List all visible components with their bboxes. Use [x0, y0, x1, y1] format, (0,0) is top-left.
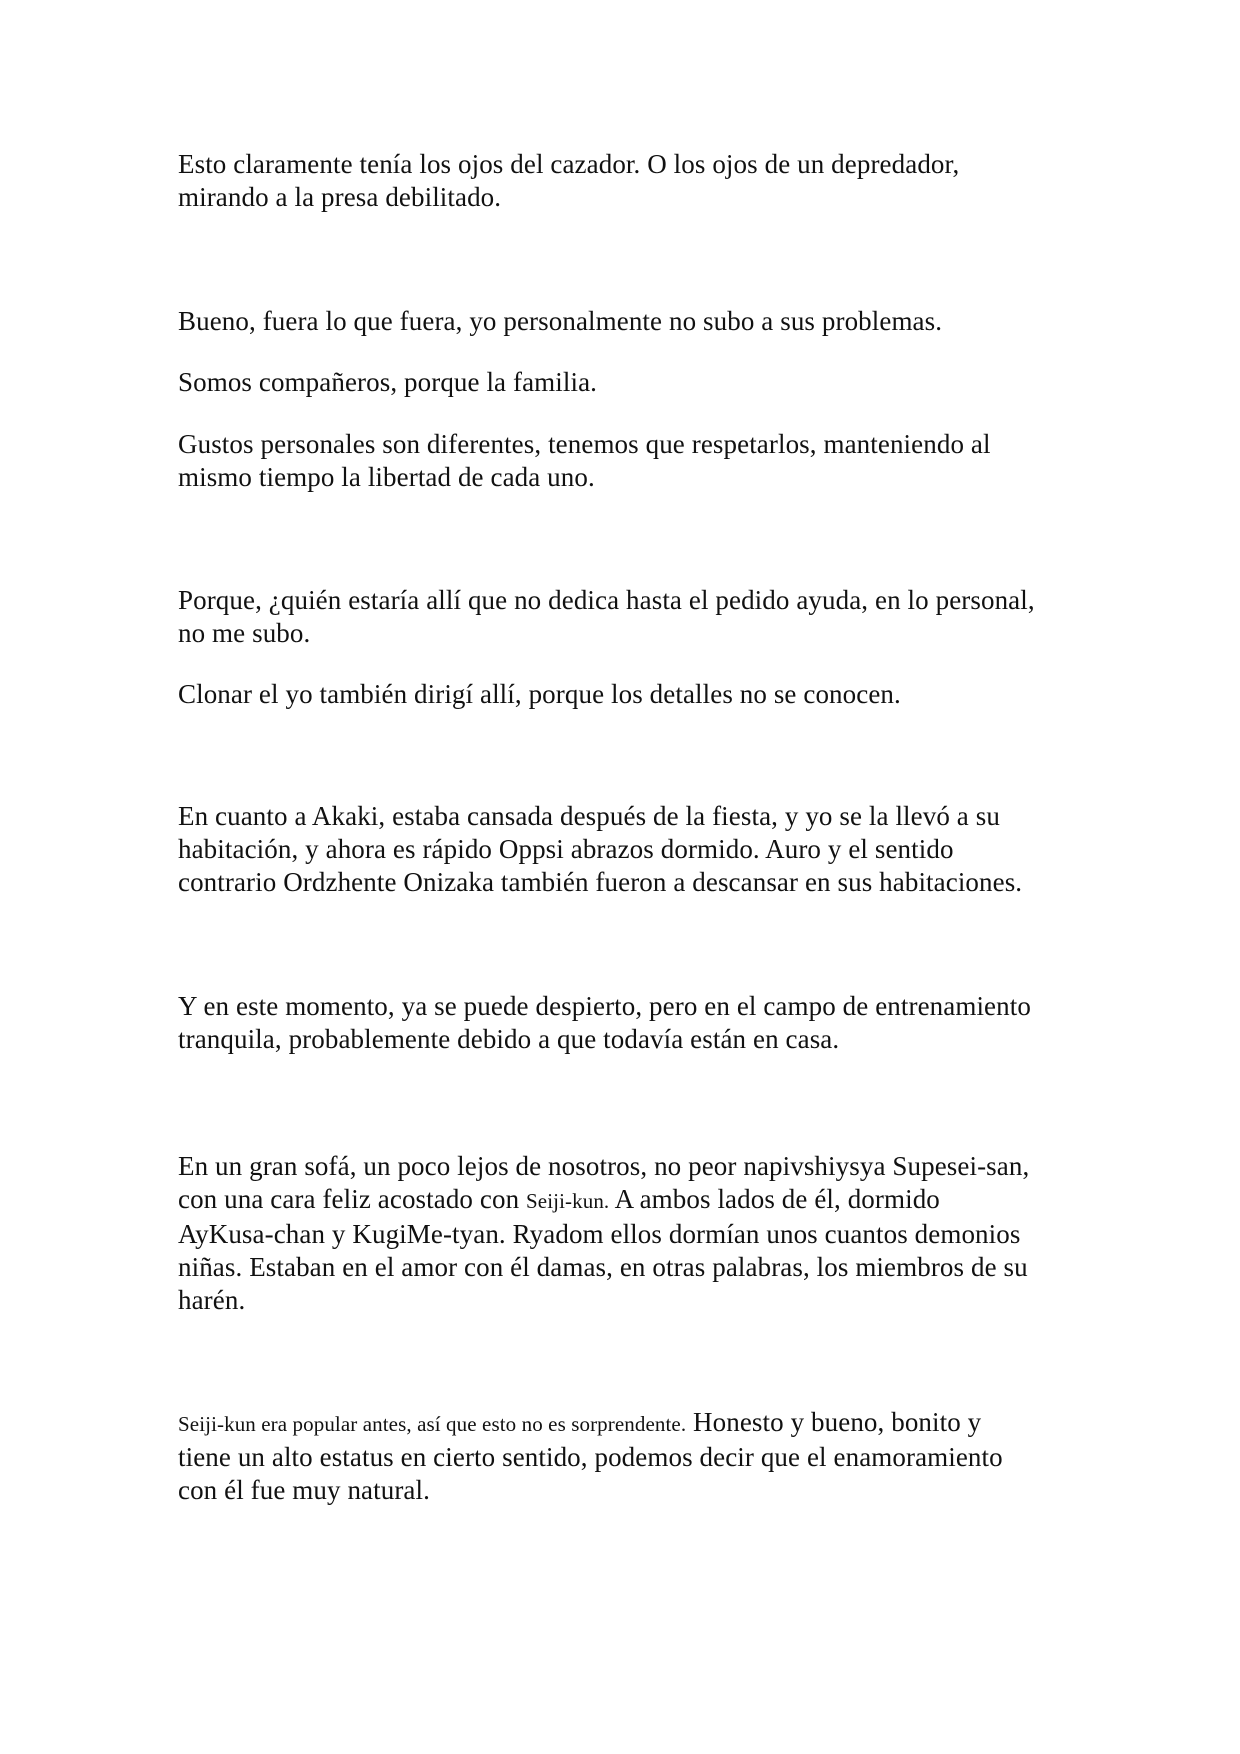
paragraph-line: Bueno, fuera lo que fuera, yo personalmente no subo a sus problemas.	[178, 306, 943, 336]
paragraph-line: harén.	[178, 1285, 246, 1315]
paragraph-1	[178, 148, 1078, 214]
paragraph-line: Somos compañeros, porque la familia.	[178, 367, 598, 397]
paragraph-line: no me subo.	[178, 618, 311, 648]
paragraph-line: Porque, ¿quién estaría allí que no dedica hasta el pedido ayuda, en lo personal,	[178, 585, 1035, 615]
paragraph-7	[178, 800, 1078, 899]
paragraph-line: habitación, y ahora es rápido Oppsi abrazos dormido. Auro y el sentido	[178, 834, 954, 864]
paragraph-line-segment: A ambos lados de él, dormido	[609, 1184, 940, 1214]
paragraph-line: Gustos personales son diferentes, tenemos que respetarlos, manteniendo al	[178, 429, 991, 459]
paragraph-line: Esto claramente tenía los ojos del cazador. O los ojos de un depredador,	[178, 149, 960, 179]
paragraph-line: tiene un alto estatus en cierto sentido, podemos decir que el enamoramiento	[178, 1442, 1003, 1472]
paragraph-line: Y en este momento, ya se puede despierto, pero en el campo de entrenamiento	[178, 991, 1031, 1021]
paragraph-9	[178, 1150, 1078, 1317]
paragraph-line: En cuanto a Akaki, estaba cansada después de la fiesta, y yo se la llevó a su	[178, 801, 1000, 831]
paragraph-line: contrario Ordzhente Onizaka también fueron a descansar en sus habitaciones.	[178, 867, 1023, 897]
paragraph-8	[178, 990, 1078, 1056]
paragraph-line: En un gran sofá, un poco lejos de nosotros, no peor napivshiysya Supesei-san,	[178, 1151, 1030, 1181]
paragraph-line-segment: con una cara feliz acostado con	[178, 1184, 527, 1214]
paragraph-line: Clonar el yo también dirigí allí, porque los detalles no se conocen.	[178, 679, 901, 709]
paragraph-line-segment: Honesto y bueno, bonito y	[686, 1407, 982, 1437]
paragraph-3	[178, 366, 1078, 399]
paragraph-line: tranquila, probablemente debido a que todavía están en casa.	[178, 1024, 840, 1054]
small-text-segment: Seiji-kun.	[526, 1189, 610, 1213]
paragraph-line: con él fue muy natural.	[178, 1475, 430, 1505]
paragraph-line: mismo tiempo la libertad de cada uno.	[178, 462, 595, 492]
small-text-segment: Seiji-kun era popular antes, así que esto no es sorprendente.	[178, 1412, 687, 1436]
paragraph-6	[178, 678, 1078, 711]
paragraph-4	[178, 428, 1078, 494]
paragraph-line: AyKusa-chan y KugiMe-tyan. Ryadom ellos dormían unos cuantos demonios	[178, 1219, 1021, 1249]
paragraph-2	[178, 305, 1078, 338]
paragraph-10	[178, 1406, 1078, 1507]
paragraph-5	[178, 584, 1078, 650]
paragraph-line: niñas. Estaban en el amor con él damas, en otras palabras, los miembros de su	[178, 1252, 1028, 1282]
paragraph-line: mirando a la presa debilitado.	[178, 182, 502, 212]
